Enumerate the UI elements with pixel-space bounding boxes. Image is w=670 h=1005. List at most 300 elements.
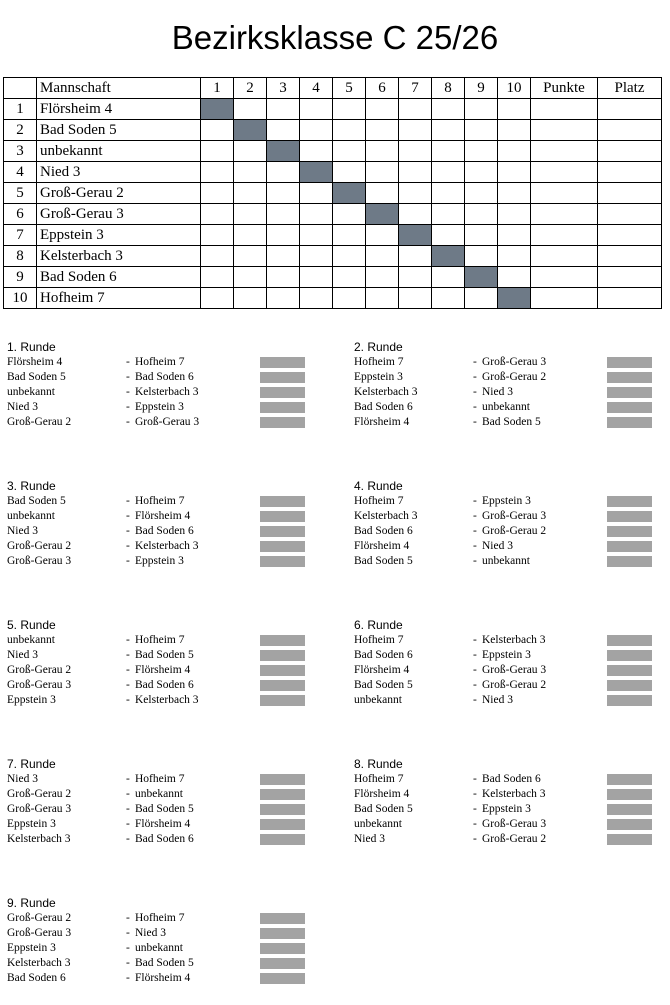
match-separator: - <box>126 510 130 522</box>
match-row <box>7 524 194 539</box>
match-separator: - <box>126 416 130 428</box>
away-team: Bad Soden 5 <box>135 649 194 661</box>
result-cell <box>465 246 498 267</box>
team-name: Eppstein 3 <box>37 225 201 246</box>
result-box[interactable] <box>260 357 305 368</box>
match-row <box>354 693 513 708</box>
table-row <box>4 288 662 309</box>
away-team: Nied 3 <box>482 386 513 398</box>
result-box[interactable] <box>607 789 652 800</box>
match-row <box>354 633 546 648</box>
match-separator: - <box>473 371 477 383</box>
result-box[interactable] <box>260 680 305 691</box>
match-row <box>354 400 530 415</box>
table-row <box>4 120 662 141</box>
away-team: Kelsterbach 3 <box>482 634 546 646</box>
standings-body <box>4 99 662 309</box>
round-column-header: 8 <box>432 78 465 99</box>
result-cell <box>366 267 399 288</box>
result-cell <box>399 141 432 162</box>
team-name: Kelsterbach 3 <box>37 246 201 267</box>
match-separator: - <box>126 401 130 413</box>
result-cell <box>399 162 432 183</box>
result-cell <box>201 183 234 204</box>
match-separator: - <box>126 495 130 507</box>
result-box[interactable] <box>607 650 652 661</box>
result-box[interactable] <box>260 402 305 413</box>
team-name: Flörsheim 4 <box>37 99 201 120</box>
match-row <box>354 539 513 554</box>
result-cell <box>366 246 399 267</box>
home-team: Hofheim 7 <box>354 773 404 785</box>
match-row <box>354 415 541 430</box>
home-team: Nied 3 <box>354 833 385 845</box>
match-row <box>7 678 194 693</box>
result-cell <box>432 225 465 246</box>
table-row <box>4 246 662 267</box>
home-team: Kelsterbach 3 <box>7 833 71 845</box>
result-box[interactable] <box>260 387 305 398</box>
result-box[interactable] <box>260 943 305 954</box>
result-box[interactable] <box>607 387 652 398</box>
match-row <box>7 971 191 986</box>
result-cell <box>498 267 531 288</box>
home-team: Nied 3 <box>7 773 38 785</box>
match-separator: - <box>473 356 477 368</box>
result-cell <box>366 225 399 246</box>
result-box[interactable] <box>607 372 652 383</box>
result-cell <box>432 162 465 183</box>
match-row <box>7 370 194 385</box>
round-block <box>7 340 200 430</box>
match-row <box>7 956 194 971</box>
away-team: Groß-Gerau 2 <box>482 679 547 691</box>
result-cell <box>432 141 465 162</box>
row-number: 1 <box>4 99 37 120</box>
table-row <box>4 204 662 225</box>
points-cell <box>531 162 598 183</box>
home-team: Bad Soden 6 <box>354 649 413 661</box>
round-column-header: 7 <box>399 78 432 99</box>
rank-cell <box>598 120 662 141</box>
team-name: Groß-Gerau 3 <box>37 204 201 225</box>
result-box[interactable] <box>607 496 652 507</box>
away-team: Groß-Gerau 3 <box>482 664 547 676</box>
round-block <box>354 757 547 847</box>
result-cell <box>267 225 300 246</box>
row-number: 10 <box>4 288 37 309</box>
result-cell <box>498 120 531 141</box>
away-team: Eppstein 3 <box>482 803 531 815</box>
result-box[interactable] <box>260 511 305 522</box>
result-cell <box>300 288 333 309</box>
home-team: Bad Soden 6 <box>354 525 413 537</box>
result-cell <box>432 288 465 309</box>
result-cell <box>465 162 498 183</box>
away-team: Kelsterbach 3 <box>135 694 199 706</box>
home-team: Bad Soden 5 <box>7 371 66 383</box>
result-cell <box>465 204 498 225</box>
row-number: 3 <box>4 141 37 162</box>
result-cell <box>366 120 399 141</box>
match-separator: - <box>473 833 477 845</box>
match-row <box>354 648 531 663</box>
result-cell <box>300 225 333 246</box>
result-cell <box>498 99 531 120</box>
result-box[interactable] <box>260 958 305 969</box>
result-cell <box>366 162 399 183</box>
match-separator: - <box>126 540 130 552</box>
away-team: Bad Soden 5 <box>482 416 541 428</box>
rank-cell <box>598 183 662 204</box>
result-cell <box>234 99 267 120</box>
away-team: Hofheim 7 <box>135 356 185 368</box>
match-separator: - <box>126 957 130 969</box>
result-box[interactable] <box>260 650 305 661</box>
home-team: Groß-Gerau 3 <box>7 679 72 691</box>
home-team: Eppstein 3 <box>354 371 403 383</box>
result-cell <box>432 183 465 204</box>
round-title: 1. Runde <box>7 340 56 354</box>
away-team: unbekannt <box>482 401 530 413</box>
rank-cell <box>598 204 662 225</box>
result-cell <box>465 183 498 204</box>
result-box[interactable] <box>607 819 652 830</box>
away-team: Flörsheim 4 <box>135 818 191 830</box>
points-cell <box>531 141 598 162</box>
result-cell <box>498 162 531 183</box>
match-separator: - <box>473 649 477 661</box>
table-row <box>4 225 662 246</box>
row-number: 6 <box>4 204 37 225</box>
away-team: Groß-Gerau 2 <box>482 525 547 537</box>
round-column-header: 5 <box>333 78 366 99</box>
diagonal-cell <box>399 225 432 246</box>
rank-cell <box>598 288 662 309</box>
match-row <box>7 693 199 708</box>
result-cell <box>333 225 366 246</box>
match-row <box>7 817 191 832</box>
result-box[interactable] <box>607 680 652 691</box>
result-box[interactable] <box>260 913 305 924</box>
home-team: Groß-Gerau 3 <box>7 803 72 815</box>
result-box[interactable] <box>607 526 652 537</box>
result-box[interactable] <box>607 695 652 706</box>
match-separator: - <box>126 942 130 954</box>
result-cell <box>366 99 399 120</box>
match-row <box>7 385 199 400</box>
match-row <box>354 355 547 370</box>
row-number: 5 <box>4 183 37 204</box>
away-team: Bad Soden 6 <box>135 525 194 537</box>
away-team: Kelsterbach 3 <box>482 788 546 800</box>
match-row <box>354 554 530 569</box>
round-block <box>7 479 199 569</box>
points-cell <box>531 246 598 267</box>
standings-header <box>4 78 662 99</box>
round-column-header: 1 <box>201 78 234 99</box>
diagonal-cell <box>465 267 498 288</box>
match-row <box>354 663 547 678</box>
home-team: unbekannt <box>7 386 55 398</box>
match-separator: - <box>473 555 477 567</box>
match-row <box>7 494 185 509</box>
result-box[interactable] <box>260 372 305 383</box>
result-box[interactable] <box>260 774 305 785</box>
row-number: 9 <box>4 267 37 288</box>
result-cell <box>366 183 399 204</box>
result-box[interactable] <box>260 496 305 507</box>
result-box[interactable] <box>607 402 652 413</box>
home-team: Flörsheim 4 <box>354 788 410 800</box>
home-team: Flörsheim 4 <box>354 416 410 428</box>
round-title: 2. Runde <box>354 340 403 354</box>
result-cell <box>201 141 234 162</box>
match-separator: - <box>473 540 477 552</box>
match-separator: - <box>126 912 130 924</box>
result-box[interactable] <box>607 804 652 815</box>
result-box[interactable] <box>607 541 652 552</box>
points-cell <box>531 267 598 288</box>
away-team: Bad Soden 6 <box>135 833 194 845</box>
home-team: Nied 3 <box>7 401 38 413</box>
result-cell <box>300 267 333 288</box>
diagonal-cell <box>201 99 234 120</box>
match-separator: - <box>473 416 477 428</box>
table-row <box>4 267 662 288</box>
rank-cell <box>598 246 662 267</box>
round-title: 4. Runde <box>354 479 403 493</box>
match-separator: - <box>473 679 477 691</box>
result-box[interactable] <box>607 511 652 522</box>
round-block <box>354 340 547 430</box>
match-separator: - <box>473 510 477 522</box>
result-cell <box>267 246 300 267</box>
result-cell <box>300 99 333 120</box>
result-cell <box>465 288 498 309</box>
result-cell <box>333 162 366 183</box>
result-box[interactable] <box>260 819 305 830</box>
result-box[interactable] <box>607 556 652 567</box>
round-column-header: 9 <box>465 78 498 99</box>
result-box[interactable] <box>607 417 652 428</box>
diagonal-cell <box>333 183 366 204</box>
home-team: Eppstein 3 <box>7 694 56 706</box>
match-row <box>354 787 546 802</box>
match-row <box>7 648 194 663</box>
result-box[interactable] <box>260 541 305 552</box>
result-box[interactable] <box>260 804 305 815</box>
match-row <box>354 524 547 539</box>
away-team: Hofheim 7 <box>135 912 185 924</box>
match-separator: - <box>126 555 130 567</box>
result-cell <box>465 141 498 162</box>
match-row <box>7 941 183 956</box>
result-cell <box>300 141 333 162</box>
result-box[interactable] <box>260 928 305 939</box>
match-separator: - <box>126 634 130 646</box>
result-cell <box>267 120 300 141</box>
table-row <box>4 99 662 120</box>
home-team: unbekannt <box>7 634 55 646</box>
away-team: Eppstein 3 <box>135 555 184 567</box>
match-row <box>7 663 191 678</box>
home-team: Groß-Gerau 2 <box>7 912 72 924</box>
number-column-header <box>4 78 37 99</box>
away-team: Groß-Gerau 2 <box>482 833 547 845</box>
match-row <box>7 539 199 554</box>
result-cell <box>498 141 531 162</box>
home-team: Bad Soden 5 <box>354 555 413 567</box>
result-cell <box>432 204 465 225</box>
round-title: 8. Runde <box>354 757 403 771</box>
result-box[interactable] <box>260 695 305 706</box>
match-separator: - <box>126 927 130 939</box>
result-box[interactable] <box>260 789 305 800</box>
points-cell <box>531 204 598 225</box>
away-team: Kelsterbach 3 <box>135 386 199 398</box>
result-cell <box>498 183 531 204</box>
rank-cell <box>598 267 662 288</box>
result-cell <box>432 267 465 288</box>
result-box[interactable] <box>607 357 652 368</box>
home-team: unbekannt <box>354 694 402 706</box>
away-team: Groß-Gerau 3 <box>482 356 547 368</box>
away-team: Groß-Gerau 2 <box>482 371 547 383</box>
round-block <box>7 896 194 986</box>
round-block <box>7 757 194 847</box>
match-row <box>354 385 513 400</box>
home-team: Groß-Gerau 2 <box>7 664 72 676</box>
result-cell <box>234 183 267 204</box>
result-box[interactable] <box>260 834 305 845</box>
match-separator: - <box>126 371 130 383</box>
header-row <box>4 78 662 99</box>
match-row <box>354 802 531 817</box>
result-box[interactable] <box>260 556 305 567</box>
away-team: unbekannt <box>135 788 183 800</box>
home-team: Kelsterbach 3 <box>7 957 71 969</box>
team-name: Bad Soden 6 <box>37 267 201 288</box>
diagonal-cell <box>366 204 399 225</box>
result-cell <box>267 288 300 309</box>
result-cell <box>300 204 333 225</box>
match-separator: - <box>473 634 477 646</box>
match-row <box>7 633 185 648</box>
team-name: unbekannt <box>37 141 201 162</box>
result-cell <box>366 141 399 162</box>
result-cell <box>201 162 234 183</box>
home-team: Bad Soden 5 <box>354 679 413 691</box>
diagonal-cell <box>498 288 531 309</box>
rank-cell <box>598 162 662 183</box>
match-separator: - <box>126 525 130 537</box>
rank-cell <box>598 225 662 246</box>
away-team: Hofheim 7 <box>135 634 185 646</box>
match-row <box>7 911 185 926</box>
rank-cell <box>598 99 662 120</box>
away-team: Bad Soden 6 <box>135 371 194 383</box>
result-cell <box>333 246 366 267</box>
round-column-header: 6 <box>366 78 399 99</box>
row-number: 7 <box>4 225 37 246</box>
result-box[interactable] <box>607 774 652 785</box>
home-team: unbekannt <box>354 818 402 830</box>
result-cell <box>432 120 465 141</box>
home-team: Groß-Gerau 2 <box>7 788 72 800</box>
away-team: Groß-Gerau 3 <box>482 510 547 522</box>
home-team: Nied 3 <box>7 525 38 537</box>
round-block <box>7 618 199 708</box>
result-box[interactable] <box>260 973 305 984</box>
result-cell <box>465 120 498 141</box>
home-team: Groß-Gerau 3 <box>7 555 72 567</box>
away-team: Bad Soden 5 <box>135 957 194 969</box>
match-separator: - <box>473 773 477 785</box>
match-separator: - <box>126 664 130 676</box>
team-name: Groß-Gerau 2 <box>37 183 201 204</box>
away-team: Nied 3 <box>482 694 513 706</box>
away-team: Bad Soden 6 <box>482 773 541 785</box>
result-box[interactable] <box>260 526 305 537</box>
result-cell <box>333 288 366 309</box>
match-separator: - <box>126 788 130 800</box>
result-cell <box>267 183 300 204</box>
match-separator: - <box>126 386 130 398</box>
row-number: 2 <box>4 120 37 141</box>
result-box[interactable] <box>607 665 652 676</box>
team-name: Bad Soden 5 <box>37 120 201 141</box>
rank-cell <box>598 141 662 162</box>
row-number: 4 <box>4 162 37 183</box>
away-team: Groß-Gerau 3 <box>482 818 547 830</box>
match-separator: - <box>473 788 477 800</box>
result-cell <box>234 288 267 309</box>
home-team: Hofheim 7 <box>354 356 404 368</box>
result-cell <box>399 99 432 120</box>
match-row <box>7 926 166 941</box>
match-separator: - <box>473 495 477 507</box>
result-cell <box>498 225 531 246</box>
match-separator: - <box>473 664 477 676</box>
result-cell <box>498 246 531 267</box>
result-cell <box>201 267 234 288</box>
match-row <box>354 832 547 847</box>
home-team: Kelsterbach 3 <box>354 386 418 398</box>
result-box[interactable] <box>260 417 305 428</box>
away-team: unbekannt <box>482 555 530 567</box>
round-title: 5. Runde <box>7 618 56 632</box>
result-box[interactable] <box>260 635 305 646</box>
away-team: Hofheim 7 <box>135 495 185 507</box>
round-block <box>354 479 547 569</box>
home-team: Eppstein 3 <box>7 818 56 830</box>
result-box[interactable] <box>607 635 652 646</box>
diagonal-cell <box>267 141 300 162</box>
result-cell <box>201 120 234 141</box>
match-row <box>7 355 185 370</box>
away-team: Hofheim 7 <box>135 773 185 785</box>
result-box[interactable] <box>607 834 652 845</box>
away-team: Flörsheim 4 <box>135 972 191 984</box>
away-team: Bad Soden 6 <box>135 679 194 691</box>
result-box[interactable] <box>260 665 305 676</box>
match-separator: - <box>126 773 130 785</box>
away-team: Groß-Gerau 3 <box>135 416 200 428</box>
diagonal-cell <box>432 246 465 267</box>
diagonal-cell <box>234 120 267 141</box>
match-separator: - <box>126 972 130 984</box>
